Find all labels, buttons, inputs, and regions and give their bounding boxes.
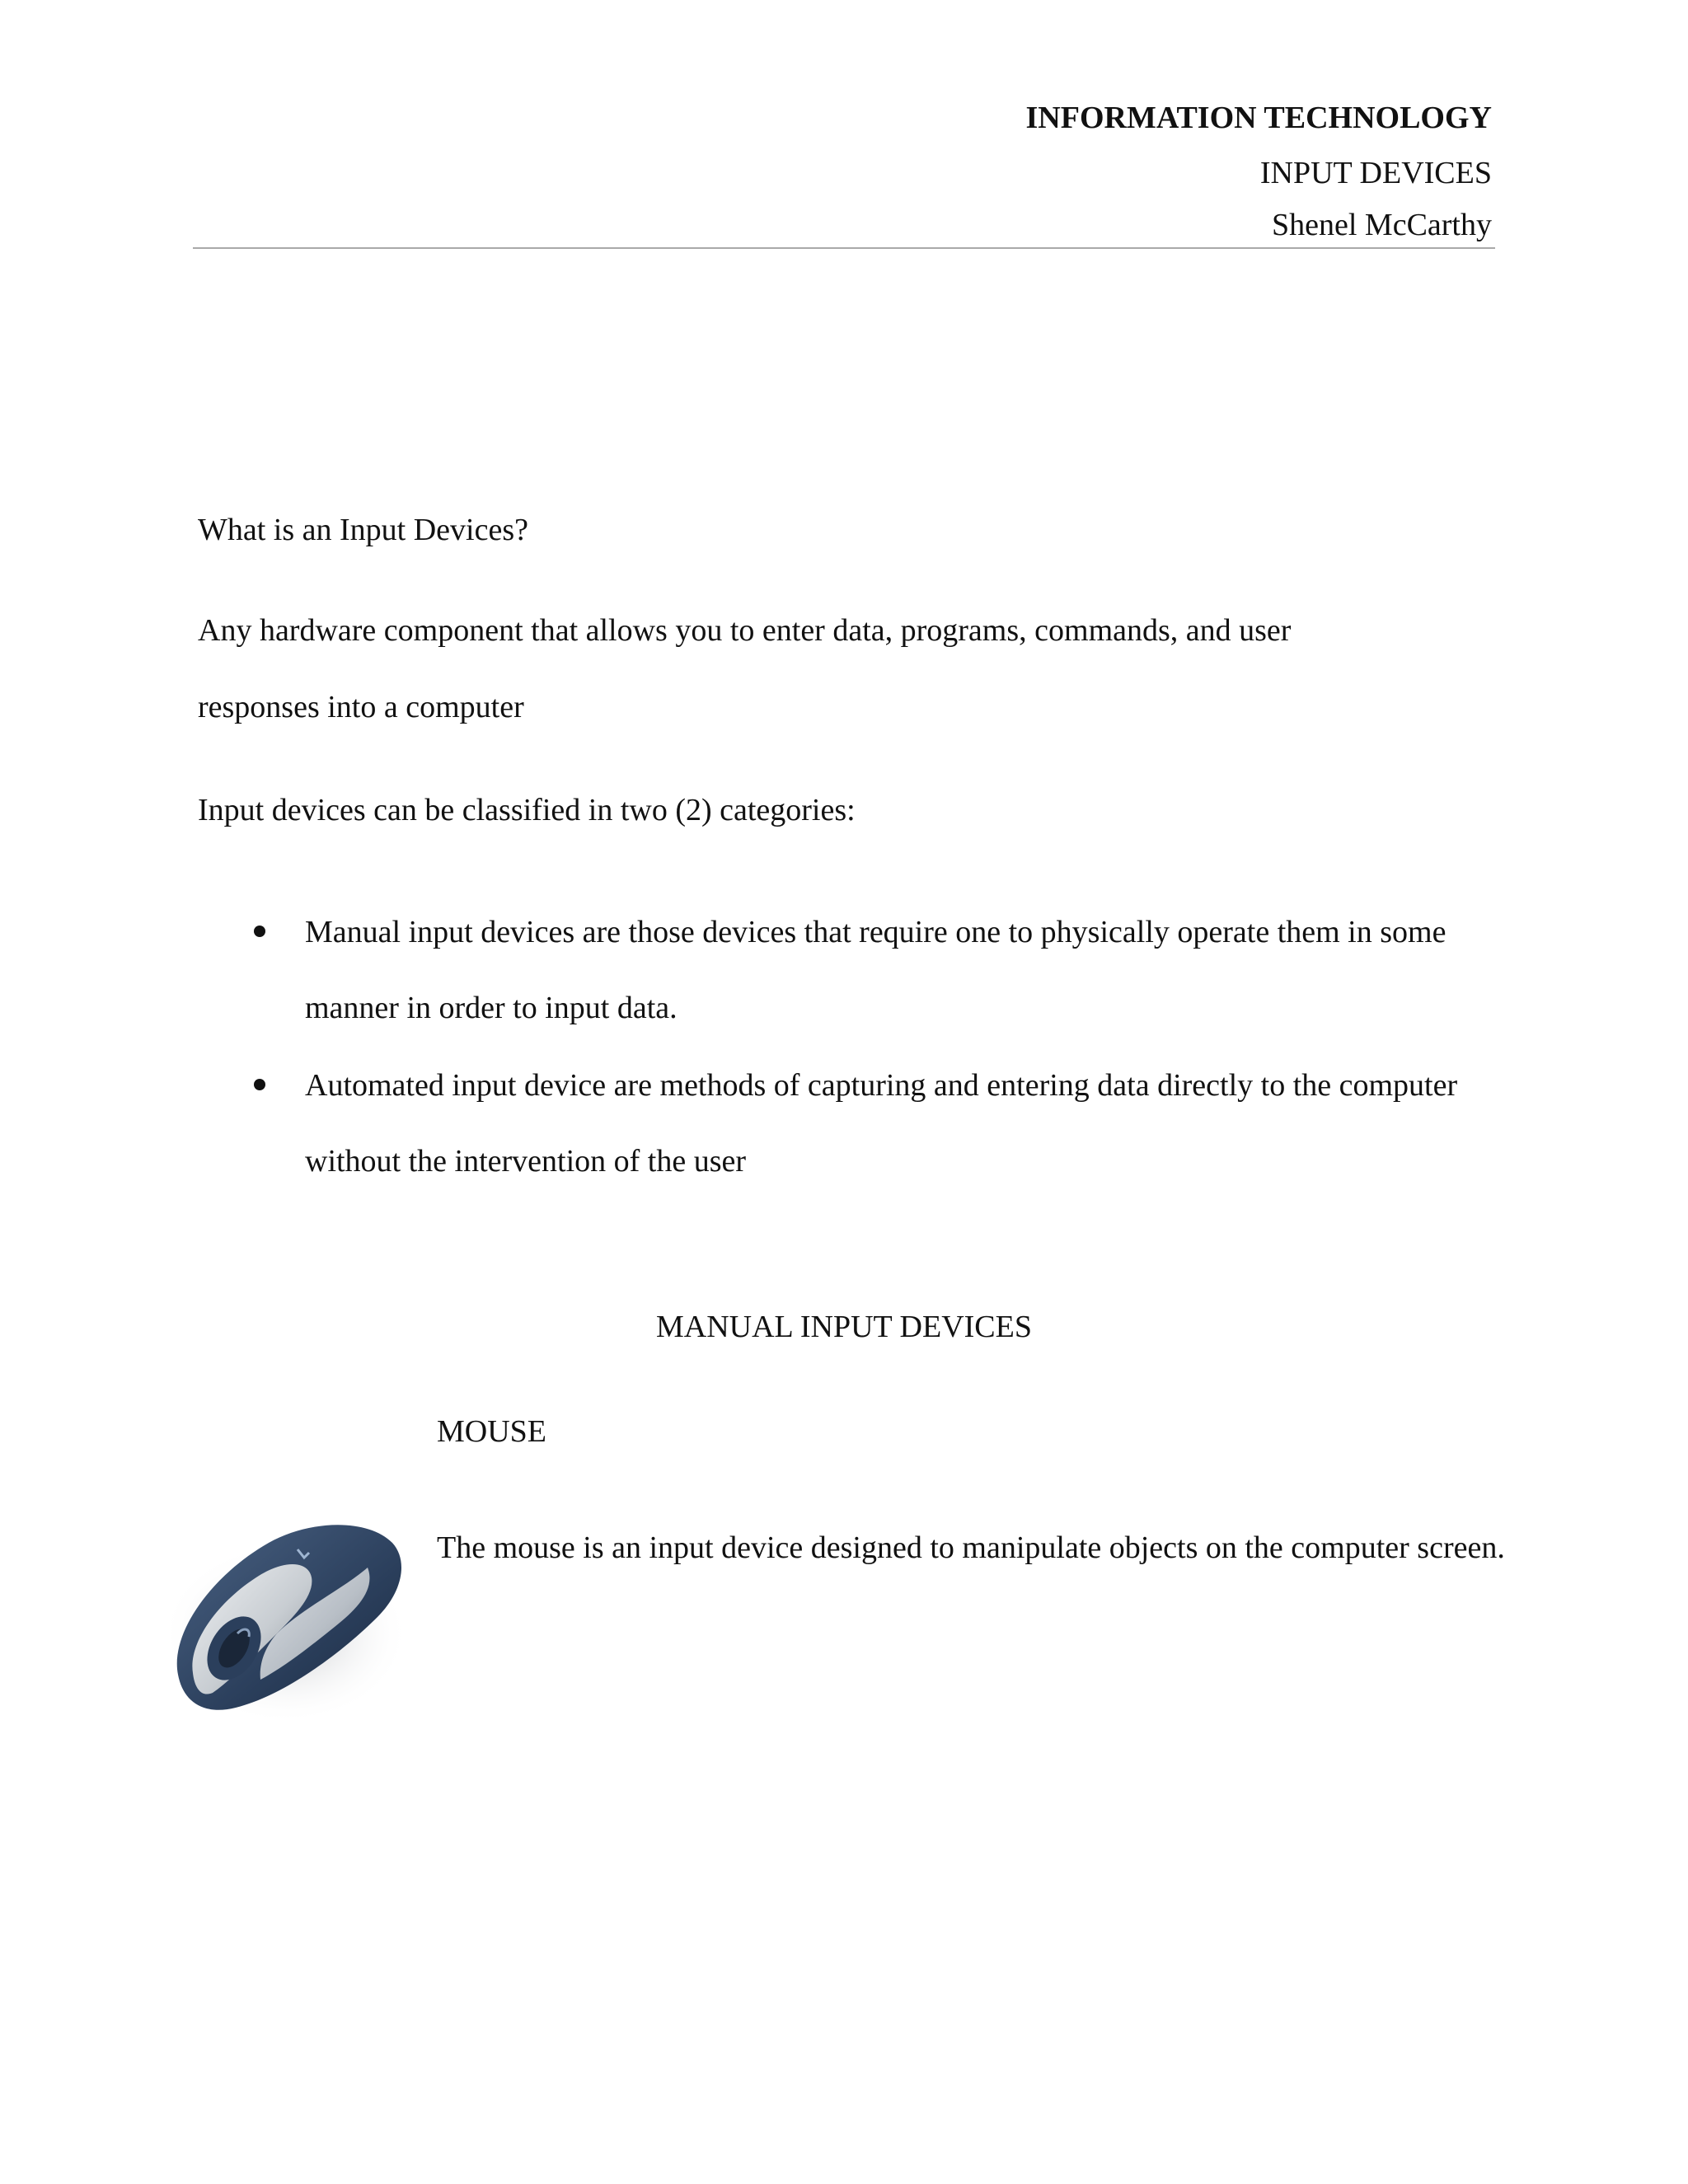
category-item-automated	[198, 1047, 1484, 1199]
page-header	[585, 97, 1492, 246]
header-title: INFORMATION TECHNOLOGY	[1025, 101, 1492, 135]
category-text: Automated input device are methods of capturing and entering data directly to the computer without the intervention of the user	[305, 1068, 1458, 1179]
category-item-manual	[198, 894, 1484, 1046]
computer-mouse-image	[162, 1510, 409, 1726]
header-subtitle: INPUT DEVICES	[1259, 156, 1492, 190]
category-list	[198, 894, 1484, 1201]
mouse-icon	[162, 1510, 409, 1726]
section-title: MANUAL INPUT DEVICES	[656, 1310, 1032, 1344]
device-title: MOUSE	[437, 1414, 547, 1449]
header-author: Shenel McCarthy	[1271, 208, 1492, 242]
categories-intro: Input devices can be classified in two (2) categories:	[198, 793, 856, 827]
definition-line-2: responses into a computer	[198, 690, 524, 724]
bullet-icon	[254, 926, 265, 937]
bullet-icon	[254, 1079, 265, 1090]
definition-line-1: Any hardware component that allows you to enter data, programs, commands, and user	[198, 613, 1292, 648]
mouse-description: The mouse is an input device designed to manipulate objects on the computer screen.	[437, 1530, 1505, 1565]
category-text: Manual input devices are those devices that require one to physically operate them in some manner in order to input data.	[305, 915, 1447, 1025]
header-divider	[193, 247, 1495, 249]
intro-question: What is an Input Devices?	[198, 513, 528, 547]
